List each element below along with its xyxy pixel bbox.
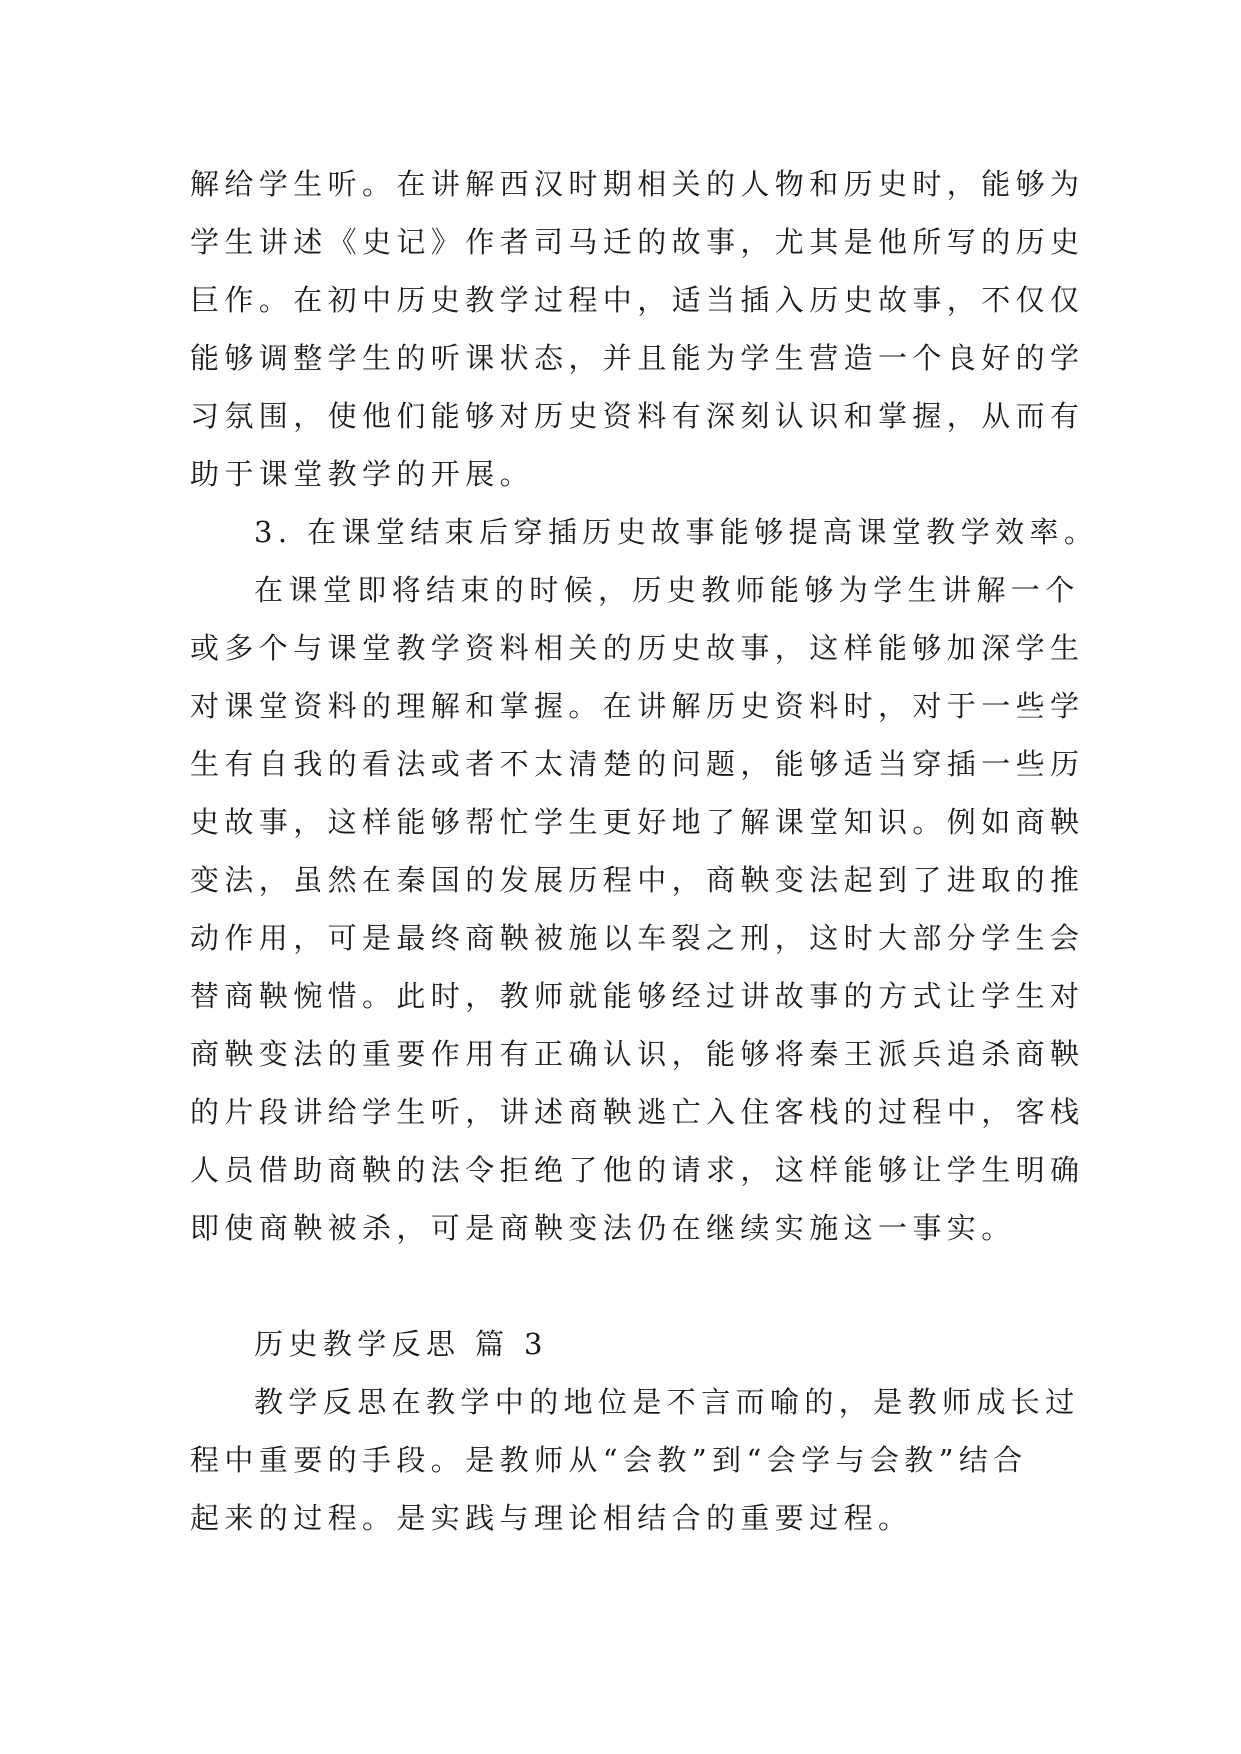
paragraph-line: 商鞅变法的重要作用有正确认识，能够将秦王派兵追杀商鞅 bbox=[190, 1037, 1085, 1071]
paragraph-line: 程中重要的手段。是教师从“会教”到“会学与会教”结合 bbox=[190, 1443, 1028, 1477]
paragraph-line: 助于课堂教学的开展。 bbox=[190, 457, 535, 491]
article-title: 历史教学反思 篇 3 bbox=[254, 1327, 548, 1361]
paragraph-line: 史故事，这样能够帮忙学生更好地了解课堂知识。例如商鞅 bbox=[190, 805, 1085, 839]
paragraph-line: 起来的过程。是实践与理论相结合的重要过程。 bbox=[190, 1501, 913, 1535]
paragraph-line: 巨作。在初中历史教学过程中，适当插入历史故事，不仅仅 bbox=[190, 283, 1085, 317]
paragraph-line: 或多个与课堂教学资料相关的历史故事，这样能够加深学生 bbox=[190, 631, 1085, 665]
paragraph-line: 教学反思在教学中的地位是不言而喻的，是教师成长过 bbox=[254, 1385, 1080, 1419]
paragraph-line: 生有自我的看法或者不太清楚的问题，能够适当穿插一些历 bbox=[190, 747, 1085, 781]
paragraph-line: 变法，虽然在秦国的发展历程中，商鞅变法起到了进取的推 bbox=[190, 863, 1085, 897]
paragraph-line: 学生讲述《史记》作者司马迁的故事，尤其是他所写的历史 bbox=[190, 225, 1085, 259]
paragraph-line: 动作用，可是最终商鞅被施以车裂之刑，这时大部分学生会 bbox=[190, 921, 1085, 955]
paragraph-line: 对课堂资料的理解和掌握。在讲解历史资料时，对于一些学 bbox=[190, 689, 1085, 723]
paragraph-line: 人员借助商鞅的法令拒绝了他的请求，这样能够让学生明确 bbox=[190, 1153, 1085, 1187]
paragraph-line: 替商鞅惋惜。此时，教师就能够经过讲故事的方式让学生对 bbox=[190, 979, 1085, 1013]
paragraph-line: 能够调整学生的听课状态，并且能为学生营造一个良好的学 bbox=[190, 341, 1085, 375]
paragraph-line: 解给学生听。在讲解西汉时期相关的人物和历史时，能够为 bbox=[190, 167, 1085, 201]
section-heading-3: 3. 在课堂结束后穿插历史故事能够提高课堂教学效率。 bbox=[254, 515, 1099, 549]
paragraph-line: 在课堂即将结束的时候，历史教师能够为学生讲解一个 bbox=[254, 573, 1080, 607]
paragraph-line: 即使商鞅被杀，可是商鞅变法仍在继续实施这一事实。 bbox=[190, 1211, 1016, 1245]
paragraph-line: 习氛围，使他们能够对历史资料有深刻认识和掌握，从而有 bbox=[190, 399, 1085, 433]
paragraph-line: 的片段讲给学生听，讲述商鞅逃亡入住客栈的过程中，客栈 bbox=[190, 1095, 1085, 1129]
